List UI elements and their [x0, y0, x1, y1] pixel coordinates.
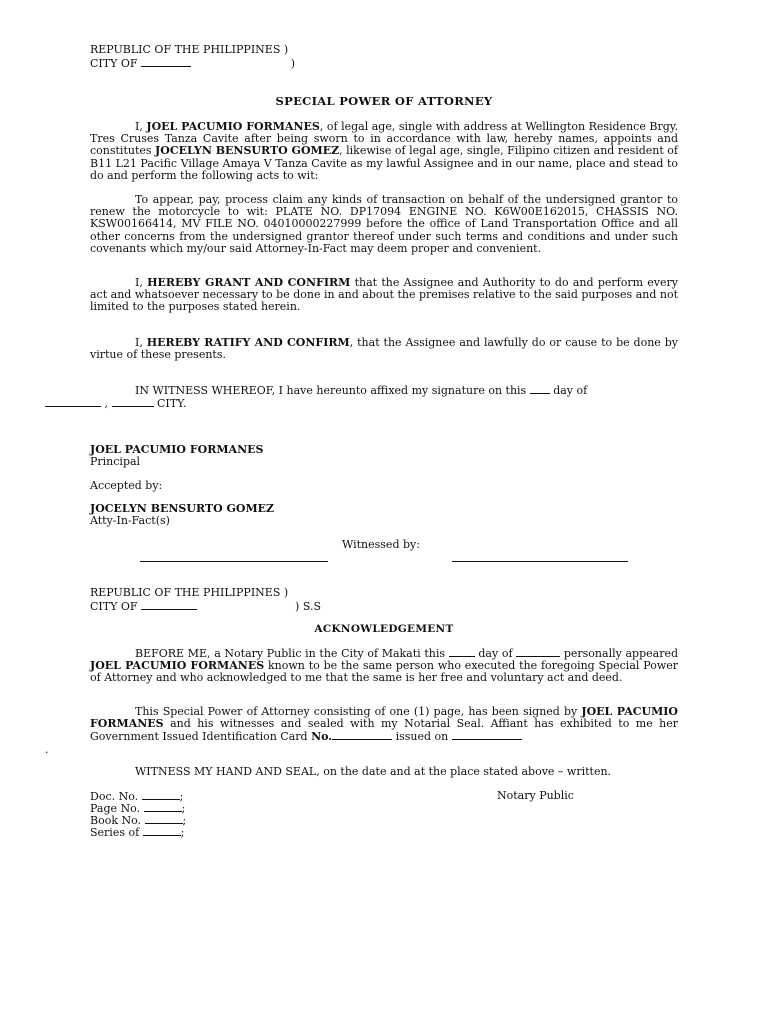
- acknowledgement-title: ACKNOWLEDGEMENT: [314, 623, 454, 635]
- before-me-text-1: BEFORE ME, a Notary Public in the City of Makati this: [135, 647, 449, 660]
- doc-no-blank: [142, 790, 180, 800]
- series-row: [90, 826, 184, 839]
- page-no-blank: [144, 802, 182, 812]
- notary-public-label: Notary Public: [497, 789, 574, 802]
- witness-text-3: ,: [101, 397, 112, 411]
- ack-city-blank: [141, 600, 197, 610]
- book-no-blank: [145, 814, 183, 824]
- signed-by-text-2: and his witnesses and sealed with my Notarial Seal. Affiant has exhibited to me her Government Issued Identification Card: [90, 717, 678, 744]
- header-city-close: ): [290, 57, 296, 70]
- attorney-role: Atty-In-Fact(s): [90, 514, 170, 527]
- header-republic: REPUBLIC OF THE PHILIPPINES ): [90, 43, 289, 56]
- intro-text-2: , of legal age, single with address at Wellington Residence Brgy. Tres Cruses Tanza Cavite after being sworn to in accordance with law, hereby names, appoints and constitutes: [90, 120, 679, 158]
- series-label: Series of: [90, 826, 143, 839]
- attorney-name: JOCELYN BENSURTO GOMEZ: [90, 502, 275, 515]
- signed-by-paragraph: [45, 705, 678, 756]
- witness-text-2: day of: [549, 384, 588, 397]
- day-blank: [530, 384, 550, 394]
- intro-text-3: , likewise of legal age, single, Filipino citizen and resident of B11 L21 Pacific Village Amaya V Tanza Cavite as my lawful Assignee and in our name, place and stead to do and perform the following acts to wit:: [90, 144, 678, 182]
- witnessed-by-label: Witnessed by:: [342, 538, 420, 551]
- grant-paragraph: [90, 277, 678, 314]
- before-me-paragraph: [90, 647, 678, 685]
- accepted-by-label: Accepted by:: [90, 479, 163, 492]
- city-blank: [141, 57, 191, 67]
- before-me-text-3: personally appeared: [560, 647, 679, 660]
- signed-by-text-1: This Special Power of Attorney consisting of one (1) page, has been signed by: [135, 705, 582, 718]
- ratify-paragraph: [90, 337, 678, 361]
- hand-seal-paragraph: WITNESS MY HAND AND SEAL, on the date and at the place stated above – written.: [135, 765, 612, 778]
- witness-signature-line-left: [140, 561, 328, 562]
- principal-role: Principal: [90, 455, 141, 468]
- signed-by-text-4: .: [45, 742, 49, 756]
- page-no-label: Page No.: [90, 802, 144, 815]
- acts-paragraph: To appear, pay, process claim any kinds of transaction on behalf of the undersigned grantor to renew the motorcycle to wit: PLATE NO. DP17094 ENGINE NO. K6W00E162015, CHASSIS NO. KSW00166414, MV FILE NO. 04010000227999 before the office of Land Transportation Office and all other concerns from the undersigned grantor thereof under such terms and conditions and under such covenants which my/our said Attorney-In-Fact may deem proper and convenient.: [90, 193, 678, 255]
- doc-no-semicolon: ;: [179, 790, 184, 803]
- year-blank: [112, 397, 154, 407]
- intro-text-1: I,: [135, 120, 147, 133]
- book-no-label: Book No.: [90, 814, 145, 827]
- header-city-label: CITY OF: [90, 57, 138, 70]
- ack-header-city: [90, 600, 321, 613]
- doc-no-label: Doc. No.: [90, 790, 142, 803]
- header-city: [90, 57, 295, 70]
- grant-text-2: that the Assignee and Authority to do and perform every act and whatsoever necessary to be done in and about the premises relative to the said purposes and not limited to the purposes stated herein.: [90, 276, 679, 314]
- before-me-name-bold: JOEL PACUMIO FORMANES: [90, 659, 265, 673]
- ack-header-republic: REPUBLIC OF THE PHILIPPINES ): [90, 586, 289, 599]
- ack-day-blank: [449, 647, 475, 657]
- book-no-semicolon: ;: [182, 814, 187, 827]
- witness-text-1: IN WITNESS WHEREOF, I have hereunto affixed my signature on this: [135, 384, 530, 397]
- grant-bold: HEREBY GRANT AND CONFIRM: [147, 276, 351, 289]
- principal-name: JOEL PACUMIO FORMANES: [90, 443, 264, 456]
- witness-signature-line-right: [452, 561, 628, 562]
- ratify-bold: HEREBY RATIFY AND CONFIRM: [146, 336, 350, 349]
- grant-text-1: I,: [135, 276, 148, 289]
- ack-month-blank: [516, 647, 560, 657]
- before-me-text-4: known to be the same person who executed the foregoing Special Power of Attorney and who acknowledged to me that the same is her free and voluntary act and deed.: [90, 659, 679, 685]
- id-no-label: No.: [311, 730, 333, 744]
- ack-header-city-close: ) S.S: [295, 600, 322, 613]
- page-no-semicolon: ;: [181, 802, 186, 815]
- month-blank: [45, 397, 101, 407]
- series-semicolon: ;: [180, 826, 185, 839]
- issued-on-blank: [452, 730, 522, 740]
- ratify-text-1: I,: [135, 336, 147, 349]
- principal-name-bold: JOEL PACUMIO FORMANES: [146, 120, 320, 133]
- ack-header-city-label: CITY OF: [90, 600, 138, 613]
- witness-text-4: CITY.: [153, 397, 187, 411]
- ratify-text-2: , that the Assignee and lawfully do or cause to be done by virtue of these presents.: [90, 336, 678, 362]
- intro-paragraph: [90, 121, 678, 182]
- before-me-text-2: day of: [474, 647, 517, 660]
- signed-by-name-bold: JOEL PACUMIO FORMANES: [90, 705, 678, 731]
- series-blank: [143, 826, 181, 836]
- document-title: SPECIAL POWER OF ATTORNEY: [275, 94, 493, 108]
- signed-by-text-3: issued on: [392, 730, 452, 744]
- attorney-name-bold: JOCELYN BENSURTO GOMEZ: [155, 144, 340, 158]
- witness-paragraph: [90, 384, 678, 410]
- id-number-blank: [332, 730, 392, 740]
